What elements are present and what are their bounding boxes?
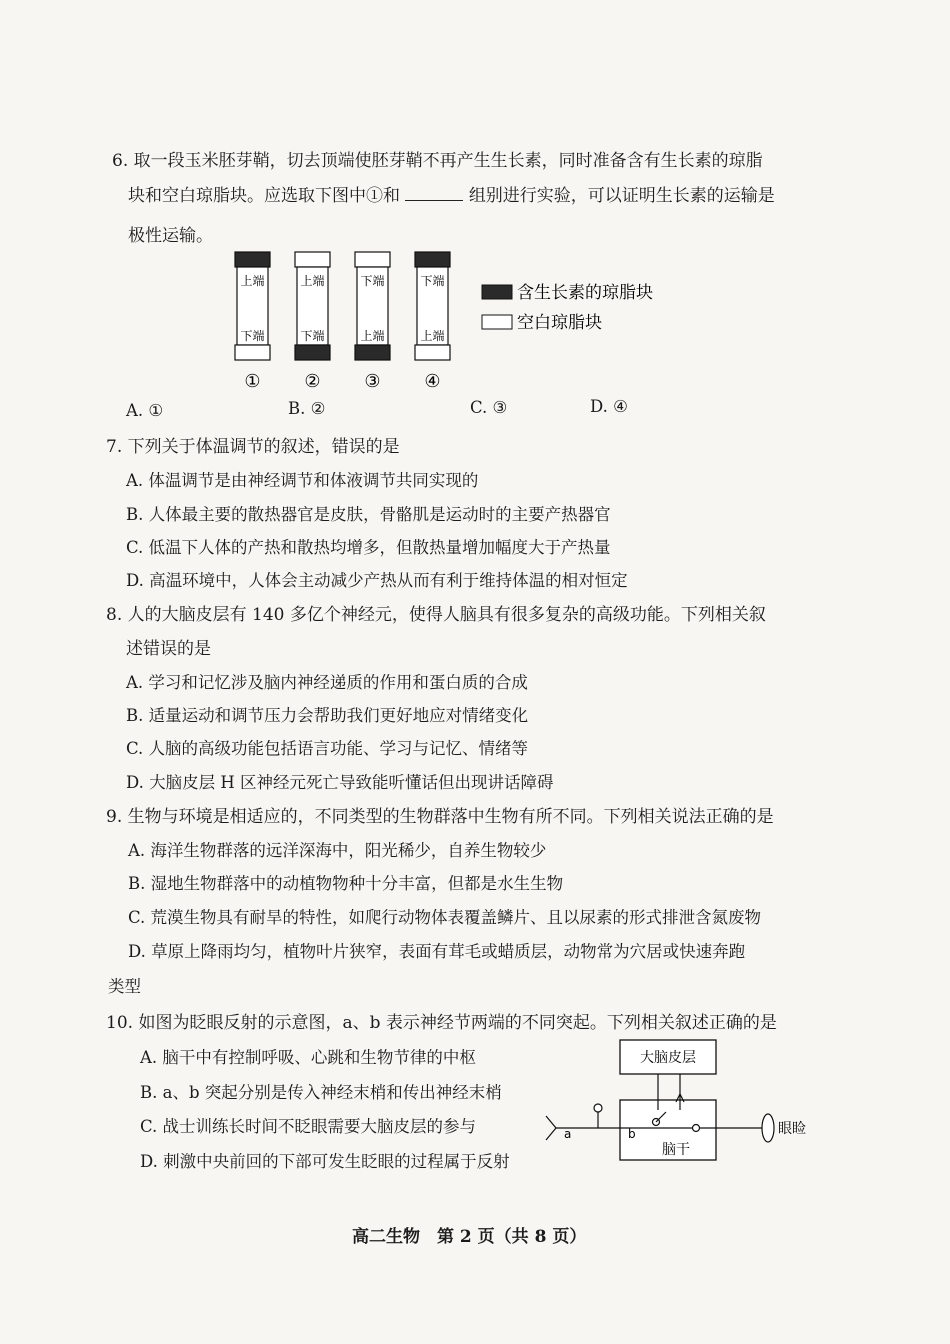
legend-light-swatch bbox=[482, 315, 512, 329]
q10-option-c: C. 战士训练长时间不眨眼需要大脑皮层的参与 bbox=[140, 1117, 477, 1136]
legend-dark-swatch bbox=[482, 285, 512, 299]
q7-stem: 7. 下列关于体温调节的叙述，错误的是 bbox=[106, 437, 400, 457]
receptor-icon bbox=[546, 1116, 556, 1140]
q7-option-a: A. 体温调节是由神经调节和体液调节共同实现的 bbox=[126, 471, 479, 490]
q7-option-c: C. 低温下人体的产热和散热均增多，但散热量增加幅度大于产热量 bbox=[126, 538, 611, 557]
q8-stem-1: 8. 人的大脑皮层有 140 多亿个神经元，使得人脑具有很多复杂的高级功能。下列相关叙 bbox=[106, 605, 766, 625]
q10-figure bbox=[540, 1038, 820, 1168]
q10-option-b: B. a、b 突起分别是传入神经末梢和传出神经末梢 bbox=[140, 1083, 502, 1102]
q6-line1: 6. 取一段玉米胚芽鞘，切去顶端使胚芽鞘不再产生生长素，同时准备含有生长素的琼脂 bbox=[112, 151, 763, 171]
q6-option-c: C. ③ bbox=[470, 398, 508, 417]
tube-2 bbox=[295, 252, 330, 392]
tube-3-top-label: 下端 bbox=[360, 274, 385, 288]
q7-option-b: B. 人体最主要的散热器官是皮肤，骨骼肌是运动时的主要产热器官 bbox=[126, 505, 611, 524]
eyelid-label: 眼睑 bbox=[778, 1121, 806, 1137]
q9-option-c: C. 荒漠生物具有耐旱的特性，如爬行动物体表覆盖鳞片、且以尿素的形式排泄含氮废物 bbox=[128, 908, 762, 927]
q9-option-d-wrap: 类型 bbox=[108, 977, 141, 996]
q8-option-c: C. 人脑的高级功能包括语言功能、学习与记忆、情绪等 bbox=[126, 739, 529, 758]
q7-option-d: D. 高温环境中，人体会主动减少产热从而有利于维持体温的相对恒定 bbox=[126, 571, 628, 590]
label-a: a bbox=[564, 1127, 572, 1141]
tube-4 bbox=[415, 252, 450, 392]
tube-4-bottom-label: 上端 bbox=[420, 329, 445, 343]
q6-option-a: A. ① bbox=[126, 401, 164, 420]
synapse-icon bbox=[693, 1125, 700, 1132]
q9-option-d: D. 草原上降雨均匀，植物叶片狭窄，表面有茸毛或蜡质层，动物常为穴居或快速奔跑 bbox=[128, 942, 746, 961]
q9-option-b: B. 湿地生物群落中的动植物物种十分丰富，但都是水生生物 bbox=[128, 874, 564, 893]
legend-dark-label: 含生长素的琼脂块 bbox=[517, 283, 653, 303]
eyelid-icon bbox=[762, 1114, 774, 1142]
q6-figure bbox=[225, 245, 665, 395]
tube-4-number: ④ bbox=[424, 371, 441, 392]
q6-line2a: 块和空白琼脂块。应选取下图中①和 bbox=[128, 186, 400, 206]
q6-option-d: D. ④ bbox=[590, 397, 628, 416]
tube-2-bottom-label: 下端 bbox=[300, 329, 325, 343]
q6-line2b: 组别进行实验，可以证明生长素的运输是 bbox=[468, 186, 775, 206]
tube-1-number: ① bbox=[244, 371, 261, 392]
q6-line2 bbox=[128, 185, 775, 207]
page-footer: 高二生物 第 2 页（共 8 页） bbox=[352, 1227, 587, 1247]
q10-stem: 10. 如图为眨眼反射的示意图，a、b 表示神经节两端的不同突起。下列相关叙述正确的是 bbox=[106, 1013, 777, 1033]
tube-1 bbox=[235, 252, 270, 392]
q8-option-b: B. 适量运动和调节压力会帮助我们更好地应对情绪变化 bbox=[126, 706, 529, 725]
q10-option-d: D. 刺激中央前回的下部可发生眨眼的过程属于反射 bbox=[140, 1152, 510, 1171]
legend-light-label: 空白琼脂块 bbox=[517, 313, 602, 333]
tube-1-top-label: 上端 bbox=[240, 274, 265, 288]
q10-option-a: A. 脑干中有控制呼吸、心跳和生物节律的中枢 bbox=[140, 1048, 476, 1067]
q9-stem: 9. 生物与环境是相适应的，不同类型的生物群落中生物有所不同。下列相关说法正确的是 bbox=[106, 807, 774, 827]
cortex-label: 大脑皮层 bbox=[640, 1050, 696, 1066]
q6-line3: 极性运输。 bbox=[128, 226, 213, 246]
ganglion-icon bbox=[594, 1104, 602, 1112]
answer-blank bbox=[405, 186, 463, 201]
q6-option-b: B. ② bbox=[288, 399, 326, 418]
tube-3 bbox=[355, 252, 390, 392]
tube-2-number: ② bbox=[304, 371, 321, 392]
brainstem-label: 脑干 bbox=[662, 1142, 690, 1158]
q8-option-d: D. 大脑皮层 H 区神经元死亡导致能听懂话但出现讲话障碍 bbox=[126, 773, 554, 792]
tube-3-number: ③ bbox=[364, 371, 381, 392]
q8-stem-2: 述错误的是 bbox=[126, 639, 211, 659]
label-b: b bbox=[628, 1127, 636, 1141]
tube-1-bottom-label: 下端 bbox=[240, 329, 265, 343]
tube-2-top-label: 上端 bbox=[300, 274, 325, 288]
q9-option-a: A. 海洋生物群落的远洋深海中，阳光稀少，自养生物较少 bbox=[128, 841, 547, 860]
tube-3-bottom-label: 上端 bbox=[360, 329, 385, 343]
tube-4-top-label: 下端 bbox=[420, 274, 445, 288]
q8-option-a: A. 学习和记忆涉及脑内神经递质的作用和蛋白质的合成 bbox=[126, 673, 528, 692]
